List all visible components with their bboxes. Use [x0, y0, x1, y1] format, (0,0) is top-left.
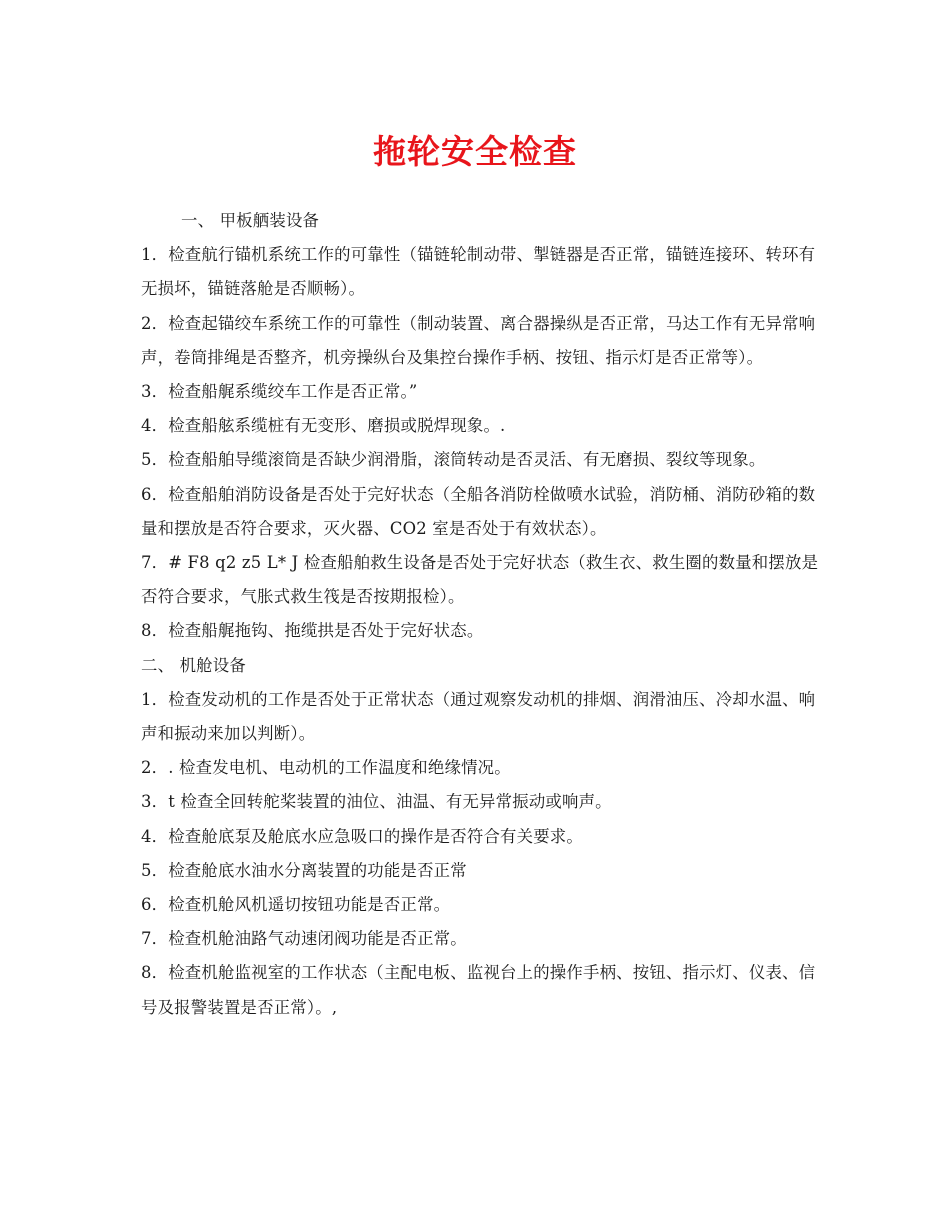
- list-item: 7．检查机舱油路气动速闭阀功能是否正常。: [141, 929, 467, 949]
- list-item: 3．t 检查全回转舵桨装置的油位、油温、有无异常振动或响声。: [141, 792, 612, 812]
- list-item: 2．. 检查发电机、电动机的工作温度和绝缘情况。: [141, 758, 511, 778]
- document-body: [141, 204, 821, 1025]
- list-item: 7．# F8 q2 z5 L* J 检查船舶救生设备是否处于完好状态（救生衣、救生圈的数量和摆放是否符合要求，气胀式救生筏是否按期报检）。: [141, 553, 819, 607]
- list-item: 5．检查舱底水油水分离装置的功能是否正常: [141, 860, 467, 880]
- list-item: 8．检查船艉拖钩、拖缆拱是否处于完好状态。: [141, 621, 484, 641]
- section-heading-engine-room: 二、 机舱设备: [141, 655, 246, 675]
- list-item: 1．检查发动机的工作是否处于正常状态（通过观察发动机的排烟、润滑油压、冷却水温、响声和振动来加以判断）。: [141, 689, 816, 744]
- list-item: 4．检查舱底泵及舱底水应急吸口的操作是否符合有关要求。: [141, 826, 583, 846]
- list-item: 6．检查机舱风机遥切按钮功能是否正常。: [141, 895, 451, 915]
- list-item: 4．检查船舷系缆桩有无变形、磨损或脱焊现象。.: [141, 416, 506, 436]
- section-heading-deck-equipment: 一、 甲板舾装设备: [181, 211, 320, 230]
- list-item: 1．检查航行锚机系统工作的可靠性（锚链轮制动带、掣链器是否正常，锚链连接环、转环有无损坏，锚链落舱是否顺畅）。: [141, 245, 816, 299]
- list-item: 3．检查船艉系缆绞车工作是否正常。”: [141, 382, 418, 402]
- document-title: 拖轮安全检查: [373, 132, 577, 171]
- list-item: 2．检查起锚绞车系统工作的可靠性（制动装置、离合器操纵是否正常，马达工作有无异常响声，卷筒排绳是否整齐，机旁操纵台及集控台操作手柄、按钮、指示灯是否正常等）。: [141, 313, 816, 367]
- list-item: 8．检查机舱监视室的工作状态（主配电板、监视台上的操作手柄、按钮、指示灯、仪表、信号及报警装置是否正常）。,: [141, 963, 816, 1017]
- list-item: 5．检查船舶导缆滚筒是否缺少润滑脂，滚筒转动是否灵活、有无磨损、裂纹等现象。: [141, 450, 766, 470]
- list-item: 6．检查船舶消防设备是否处于完好状态（全船各消防栓做喷水试验，消防桶、消防砂箱的数量和摆放是否符合要求，灭火器、CO2 室是否处于有效状态）。: [141, 484, 816, 538]
